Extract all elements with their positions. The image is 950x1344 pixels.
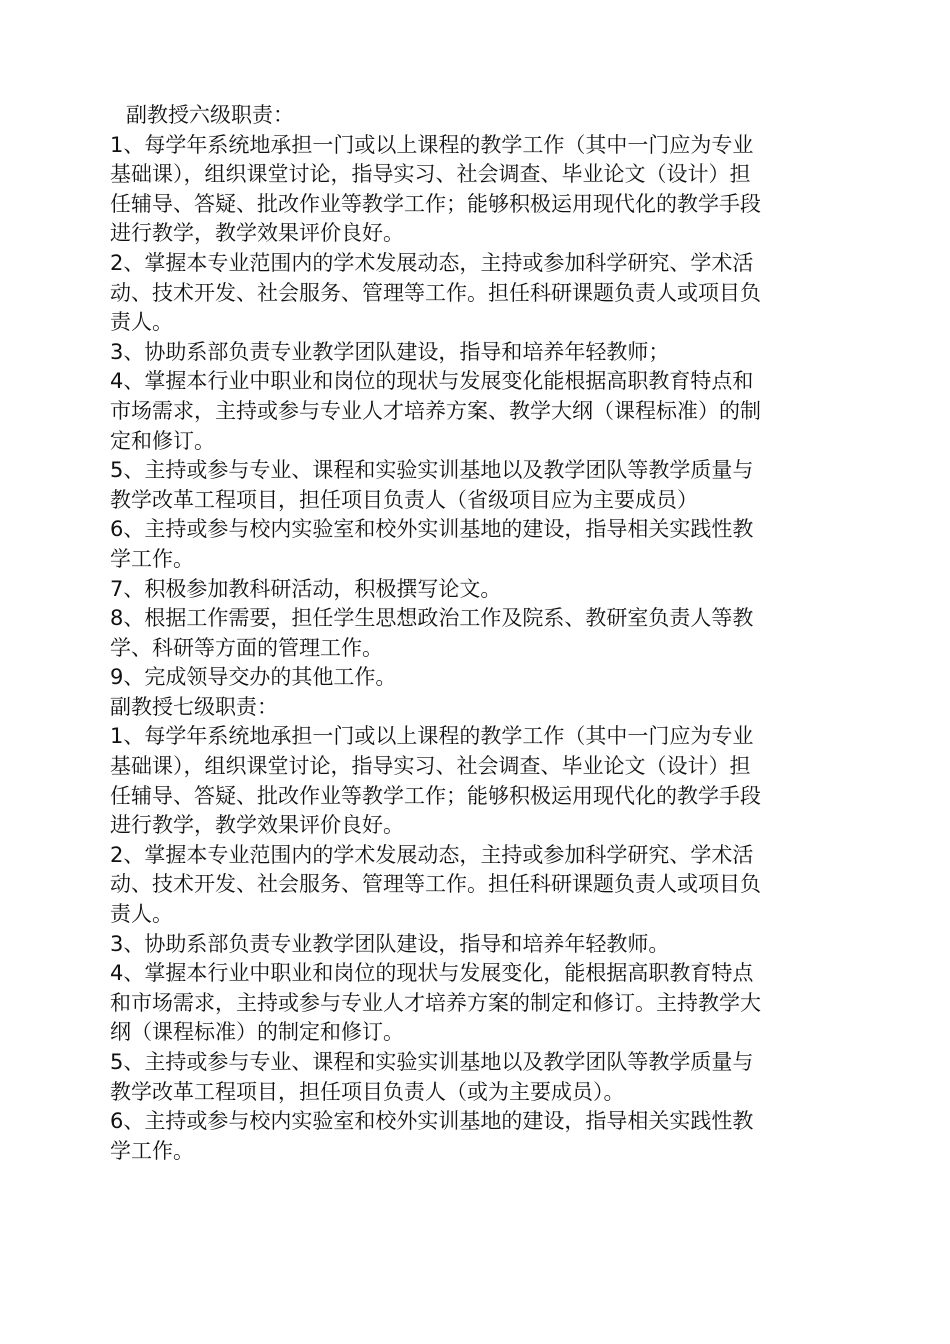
text-line: 任辅导、答疑、批改作业等教学工作；能够积极运用现代化的教学手段 (110, 783, 761, 808)
text-line: 定和修订。 (110, 428, 215, 453)
text-line: 纲（课程标准）的制定和修订。 (110, 1020, 404, 1045)
text-line: 基础课），组织课堂讨论，指导实习、社会调查、毕业论文（设计）担 (110, 162, 751, 187)
text-line: 任辅导、答疑、批改作业等教学工作；能够积极运用现代化的教学手段 (110, 191, 761, 216)
text-line: 学工作。 (110, 546, 194, 571)
section-heading-level-6: 副教授六级职责： (126, 103, 294, 127)
text-line: 进行教学，教学效果评价良好。 (110, 221, 404, 246)
text-line: 市场需求，主持或参与专业人才培养方案、教学大纲（课程标准）的制 (110, 398, 761, 423)
text-line: 6、主持或参与校内实验室和校外实训基地的建设，指导相关实践性教 (110, 517, 754, 542)
text-line: 1、每学年系统地承担一门或以上课程的教学工作（其中一门应为专业 (110, 132, 754, 157)
text-line: 学、科研等方面的管理工作。 (110, 635, 383, 660)
text-line: 2、掌握本专业范围内的学术发展动态，主持或参加科学研究、学术活 (110, 250, 754, 275)
text-line: 5、主持或参与专业、课程和实验实训基地以及教学团队等教学质量与 (110, 1050, 754, 1074)
text-line: 7、积极参加教科研活动，积极撰写论文。 (110, 576, 502, 601)
text-line: 进行教学，教学效果评价良好。 (110, 813, 404, 838)
text-line: 3、协助系部负责专业教学团队建设，指导和培养年轻教师。 (110, 931, 670, 956)
text-line: 1、每学年系统地承担一门或以上课程的教学工作（其中一门应为专业 (110, 724, 754, 749)
text-line: 4、掌握本行业中职业和岗位的现状与发展变化能根据高职教育特点和 (110, 369, 754, 394)
text-line: 4、掌握本行业中职业和岗位的现状与发展变化，能根据高职教育特点 (110, 961, 754, 986)
text-line: 9、完成领导交办的其他工作。 (110, 665, 397, 690)
text-line: 8、根据工作需要，担任学生思想政治工作及院系、教研室负责人等教 (110, 606, 754, 631)
text-line: 教学改革工程项目，担任项目负责人（省级项目应为主要成员） (110, 487, 698, 512)
text-line: 责人。 (110, 310, 173, 335)
section-heading-level-7: 副教授七级职责： (110, 694, 278, 719)
text-line: 动、技术开发、社会服务、管理等工作。担任科研课题负责人或项目负 (110, 872, 761, 897)
text-line: 基础课），组织课堂讨论，指导实习、社会调查、毕业论文（设计）担 (110, 754, 751, 779)
text-line: 5、主持或参与专业、课程和实验实训基地以及教学团队等教学质量与 (110, 458, 754, 483)
text-line: 3、协助系部负责专业教学团队建设，指导和培养年轻教师； (110, 339, 670, 364)
document-body (110, 101, 840, 1166)
text-line: 动、技术开发、社会服务、管理等工作。担任科研课题负责人或项目负 (110, 280, 761, 305)
text-line: 和市场需求，主持或参与专业人才培养方案的制定和修订。主持教学大 (110, 990, 761, 1015)
text-line: 6、主持或参与校内实验室和校外实训基地的建设，指导相关实践性教 (110, 1109, 754, 1134)
text-line: 教学改革工程项目，担任项目负责人（或为主要成员）。 (110, 1079, 625, 1104)
text-line: 2、掌握本专业范围内的学术发展动态，主持或参加科学研究、学术活 (110, 842, 754, 867)
text-line: 学工作。 (110, 1138, 194, 1163)
text-line: 责人。 (110, 902, 173, 927)
